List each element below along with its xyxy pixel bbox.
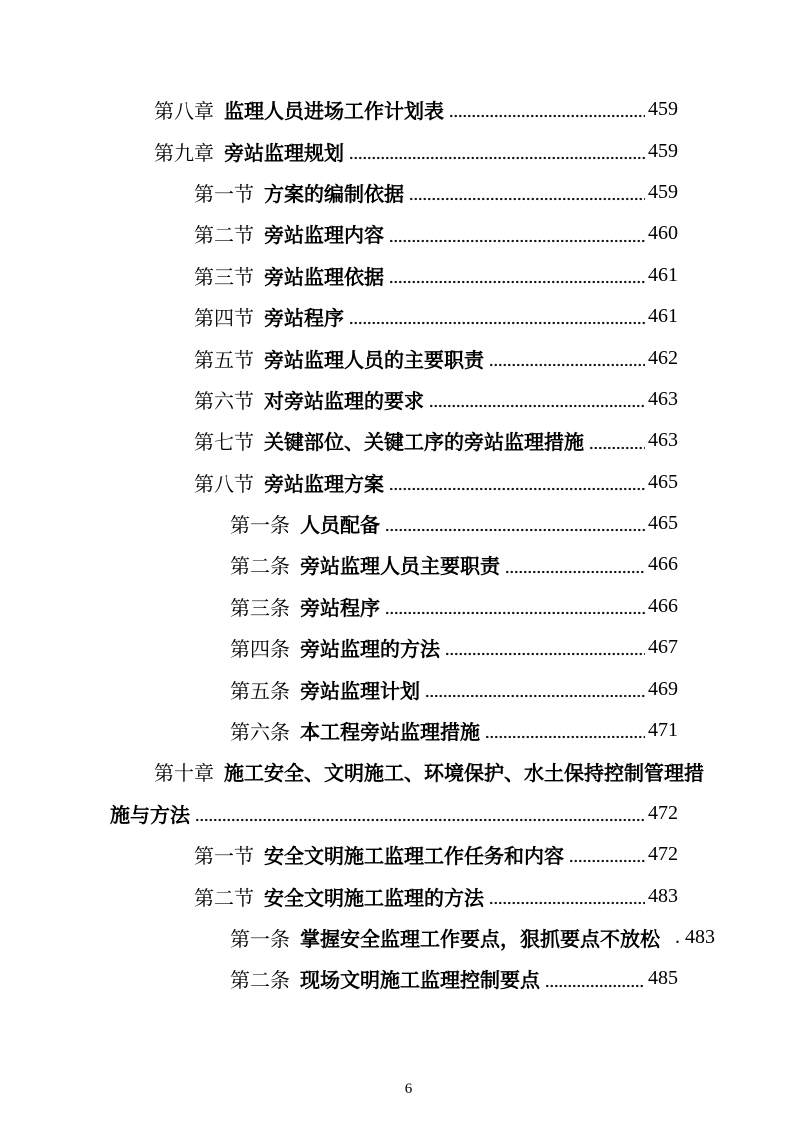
dot-leader (194, 793, 645, 834)
dot-leader (588, 420, 645, 461)
dot-leader (568, 834, 645, 875)
toc-entry-title: 施工安全、文明施工、环境保护、水土保持控制管理措 (224, 763, 704, 786)
dot-leader (384, 586, 645, 627)
toc-entry-title: 旁站监理依据 (264, 266, 384, 289)
toc-entry-number: 第一条 (230, 929, 290, 951)
toc-entry-title: 人员配备 (300, 515, 380, 538)
toc-entry (110, 503, 678, 544)
toc-entry-title: 施与方法 (110, 804, 190, 827)
toc-entry-page: 459 (648, 180, 678, 203)
toc-entry-title: 旁站监理内容 (264, 225, 384, 248)
toc-entry-number: 第四节 (194, 308, 254, 331)
toc-entry-page: 459 (648, 98, 678, 121)
toc-entry (110, 793, 678, 834)
toc-entry-page: 471 (648, 719, 678, 742)
dot-leader (388, 462, 645, 503)
toc-entry-number: 第八章 (154, 101, 214, 124)
toc-entry-page: 467 (648, 636, 678, 659)
dot-leader (488, 875, 645, 916)
toc-entry-title: 旁站监理人员的主要职责 (264, 349, 484, 372)
toc-entry (110, 130, 678, 171)
toc-entry (110, 213, 678, 254)
table-of-contents (110, 89, 715, 1000)
toc-entry-number: 第九章 (154, 142, 214, 165)
toc-entry-title: 旁站监理的方法 (300, 639, 440, 662)
toc-entry-number: 第六节 (194, 390, 254, 413)
toc-entry-page: 466 (648, 553, 678, 576)
dot-leader (448, 89, 645, 130)
toc-entry-number: 第四条 (230, 639, 290, 662)
toc-entry-page: 485 (648, 967, 678, 990)
toc-entry-number: 第三条 (230, 597, 290, 620)
toc-entry-page: 460 (648, 222, 678, 245)
toc-entry (110, 586, 678, 627)
dot-leader (408, 172, 645, 213)
toc-entry-page: 472 (648, 843, 678, 866)
toc-entry-number: 第五条 (230, 680, 290, 703)
toc-entry-title: 对旁站监理的要求 (264, 390, 424, 413)
toc-entry-title: 安全文明施工监理的方法 (264, 887, 484, 910)
toc-entry (110, 462, 678, 503)
toc-entry-title: 本工程旁站监理措施 (300, 722, 480, 745)
toc-entry (110, 420, 678, 461)
dot-leader (384, 503, 645, 544)
toc-entry (110, 668, 678, 709)
page-number-footer: 6 (404, 1081, 413, 1097)
toc-entry-page: 483 (685, 926, 715, 948)
toc-entry-number: 第二节 (194, 225, 254, 248)
toc-entry (110, 337, 678, 378)
toc-entry-number: 第二条 (230, 556, 290, 579)
toc-entry (110, 627, 678, 668)
toc-entry-number: 第二条 (230, 970, 290, 993)
toc-entry (110, 296, 678, 337)
toc-entry-title: 旁站监理人员主要职责 (300, 556, 500, 579)
toc-entry (110, 172, 678, 213)
toc-entry-page: 459 (648, 139, 678, 162)
toc-entry (110, 89, 678, 130)
toc-entry-title: 关键部位、关键工序的旁站监理措施 (264, 432, 584, 455)
dot-leader (428, 379, 645, 420)
toc-entry-page: 462 (648, 346, 678, 369)
dot-leader (348, 130, 645, 171)
toc-entry-title: 现场文明施工监理控制要点 (300, 970, 540, 993)
toc-entry-title: 旁站监理计划 (300, 680, 420, 703)
toc-entry-title: 安全文明施工监理工作任务和内容 (264, 846, 564, 869)
dot-leader (444, 627, 645, 668)
toc-entry-title: 旁站监理方案 (264, 473, 384, 496)
dot-leader (484, 710, 645, 751)
toc-entry-title: 旁站监理规划 (224, 142, 344, 165)
toc-entry-page: 469 (648, 677, 678, 700)
toc-entry-number: 第十章 (154, 763, 214, 786)
toc-entry (110, 379, 678, 420)
toc-entry-page: 463 (648, 429, 678, 452)
toc-entry-page: 465 (648, 512, 678, 535)
toc-entry (110, 917, 715, 958)
toc-entry (110, 710, 678, 751)
toc-entry-page: 461 (648, 305, 678, 328)
toc-entry-page: 483 (648, 884, 678, 907)
toc-entry (110, 958, 678, 999)
toc-entry-page: 472 (648, 801, 678, 824)
toc-entry (110, 255, 678, 296)
toc-entry-number: 第八节 (194, 473, 254, 496)
toc-entry-number: 第七节 (194, 432, 254, 455)
toc-entry-title: 掌握安全监理工作要点，狠抓要点不放松 (300, 929, 660, 951)
toc-entry (110, 875, 678, 916)
leader-spacer (664, 917, 670, 958)
dot-leader (388, 255, 645, 296)
toc-entry-number: 第一条 (230, 515, 290, 538)
toc-entry-title: 旁站程序 (264, 308, 344, 331)
toc-entry (110, 751, 704, 792)
toc-entry-title: 旁站程序 (300, 597, 380, 620)
toc-entry-number: 第六条 (230, 722, 290, 745)
single-dot-separator: . (675, 926, 680, 948)
toc-entry (110, 544, 678, 585)
toc-entry-page: 463 (648, 387, 678, 410)
dot-leader (388, 213, 645, 254)
toc-entry-number: 第一节 (194, 846, 254, 869)
toc-entry-page: 461 (648, 263, 678, 286)
toc-entry-number: 第五节 (194, 349, 254, 372)
dot-leader (488, 337, 645, 378)
toc-entry (110, 834, 678, 875)
toc-entry-page: 465 (648, 470, 678, 493)
toc-entry-number: 第三节 (194, 266, 254, 289)
dot-leader (424, 668, 645, 709)
dot-leader (348, 296, 645, 337)
dot-leader (544, 958, 645, 999)
toc-entry-number: 第一节 (194, 183, 254, 206)
toc-entry-number: 第二节 (194, 887, 254, 910)
dot-leader (504, 544, 645, 585)
toc-entry-page: 466 (648, 594, 678, 617)
toc-entry-title: 监理人员进场工作计划表 (224, 101, 444, 124)
toc-entry-title: 方案的编制依据 (264, 183, 404, 206)
